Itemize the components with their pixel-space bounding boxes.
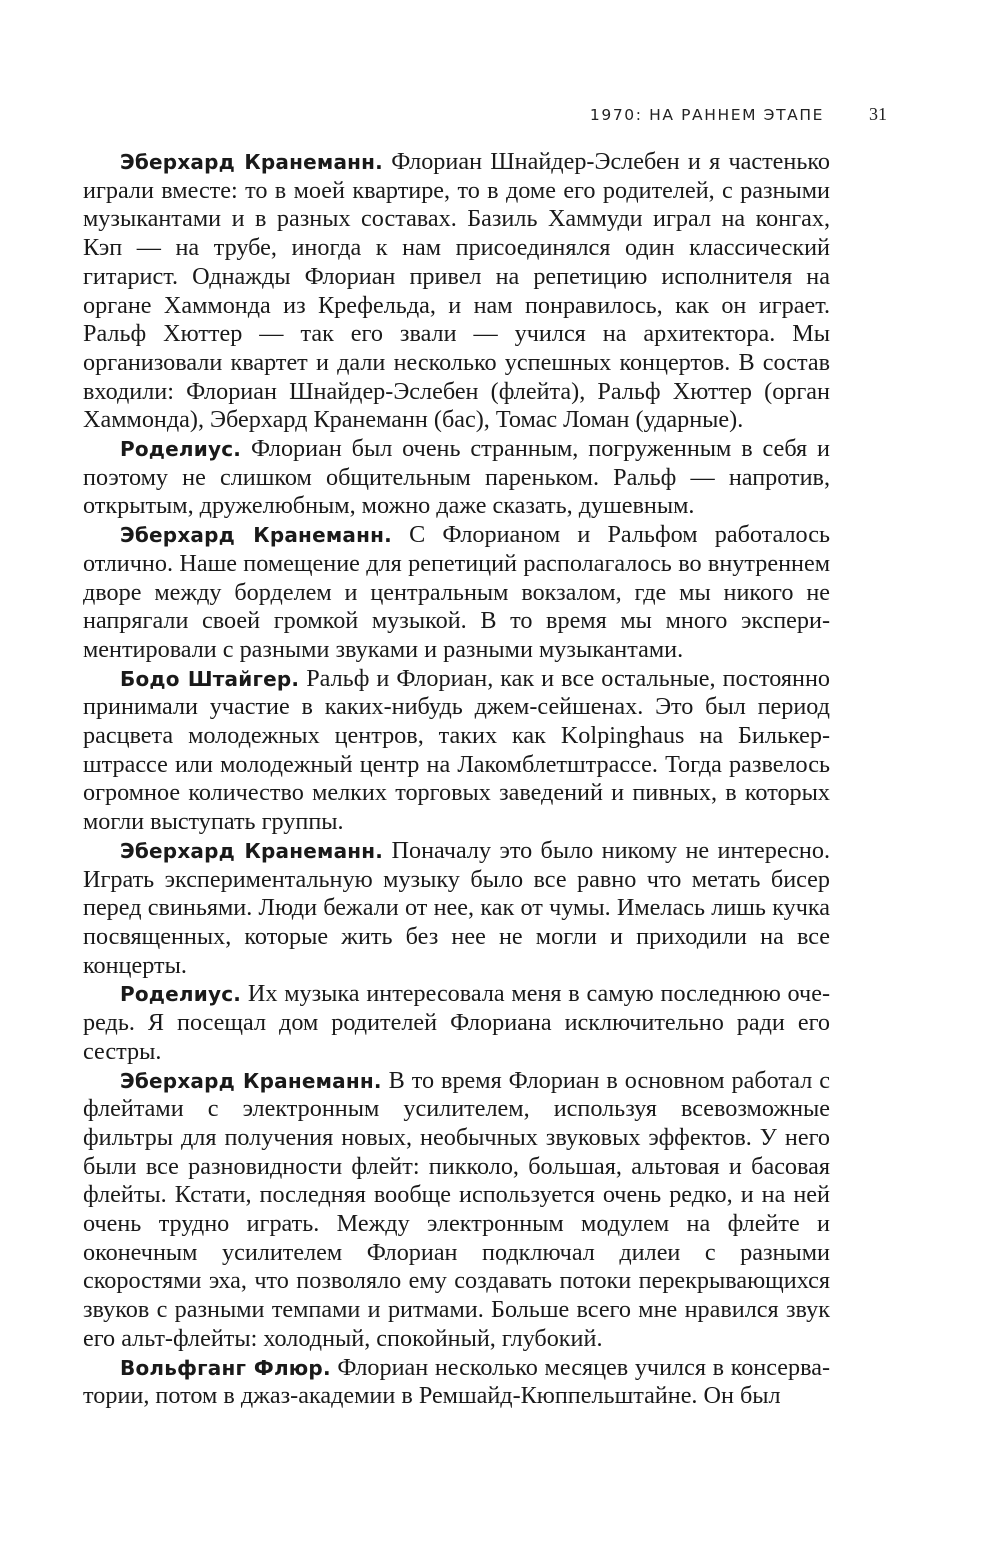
paragraph-text: Поначалу это было никому не интересно. Играть экспериментальную музыку было все равно что метать бисер перед свиньями. Люди бежали от нее, как от чумы. Имелась лишь кучка посвященных, которые жить без нее не могли и приходили на все концерты. [83,836,830,979]
paragraph-text: С Флорианом и Ральфом работалось отлично. Наше помещение для репетиций располагалось во внутреннем дворе между борделем и центральным вокзалом, где мы никого не напрягали своей громкой музыкой. В то время мы много экспериментировали с разными звуками и разными музыкантами. [83,521,831,663]
paragraph [83,665,830,837]
paragraph [83,148,830,435]
speaker-name: Эберхард Кранеманн. [120,523,392,548]
speaker-name: Эберхард Кранеманн. [120,150,383,174]
paragraph [83,1067,830,1354]
paragraph [83,837,830,981]
speaker-name: Бодо Штайгер. [120,666,300,691]
paragraph [83,521,830,665]
paragraph [83,980,830,1066]
paragraph-text: Ральф и Флориан, как и все остальные, постоянно принимали участие в каких-нибудь джем-сейшенах. Это был период расцвета молодежных центров, таких как Kolpinghaus на Билькерштрассе или молодежный центр на Лакомблетштрассе. Тогда развелось огромное количество мелких торговых заведений и пивных, в которых могли выступать группы. [83,664,830,836]
page-number: 31 [869,104,887,124]
paragraph-text: В то время Флориан в основном работал с флейтами с электронным усилителем, используя всевозможные фильтры для получения новых, необычных звуковых эффектов. У него были все разновидности флейт: пикколо, большая, альтовая и басовая флейты. Кстати, последняя вообще используется очень редко, и на ней очень трудно играть. Между электронным модулем на флейте и оконечным усилителем Флориан подключал дилеи с разными скоростями эха, что позволяло ему создавать потоки перекрывающихся звуков с разными темпами и ритмами. Больше всего мне нравился звук его альт-флейты: холодный, спокойный, глубокий. [83,1066,830,1352]
speaker-name: Вольфганг Флюр. [120,1355,331,1380]
running-head [0,104,1000,130]
paragraph [83,1354,830,1411]
paragraph-text: Флориан был очень странным, погруженным в себя и поэтому не слишком общительным пареньком. Ральф — напротив, открытым, дружелюбным, можно даже сказать, душевным. [83,435,830,520]
paragraph-text: Их музыка интересовала меня в самую последнюю очередь. Я посещал дом родителей Флориана исключительно ради его сестры. [83,980,830,1065]
speaker-name: Эберхард Кранеманн. [120,1068,382,1093]
section-title: 1970: НА РАННЕМ ЭТАПЕ [589,106,824,124]
speaker-name: Роделиус. [120,982,242,1007]
paragraph [83,435,830,521]
body-text [83,148,830,1411]
speaker-name: Роделиус. [120,437,242,462]
paragraph-text: Флориан Шнайдер-Эслебен и я частенько играли вместе: то в моей квартире, то в доме его родителей, с разными музыкантами и в разных составах. Базиль Хаммуди играл на конгах, Кэп — на трубе, иногда к нам присоединялся один классический гитарист. Однажды Флориан привел на репетицию исполнителя на органе Хаммонда из Крефельда, и нам понравилось, как он играет. Ральф Хюттер — так его звали — учился на архитектора. Мы организовали квартет и дали несколько успешных концертов. В состав входили: Флориан Шнайдер-Эслебен (флейта), Ральф Хюттер (орган Хаммонда), Эберхард Кранеманн (бас), Томас Ломан (ударные). [83,148,830,434]
speaker-name: Эберхард Кранеманн. [120,838,384,863]
paragraph-text: Флориан несколько месяцев учился в консерватории, потом в джаз-академии в Ремшайд-Кюппельштайне. Он был [83,1353,831,1410]
